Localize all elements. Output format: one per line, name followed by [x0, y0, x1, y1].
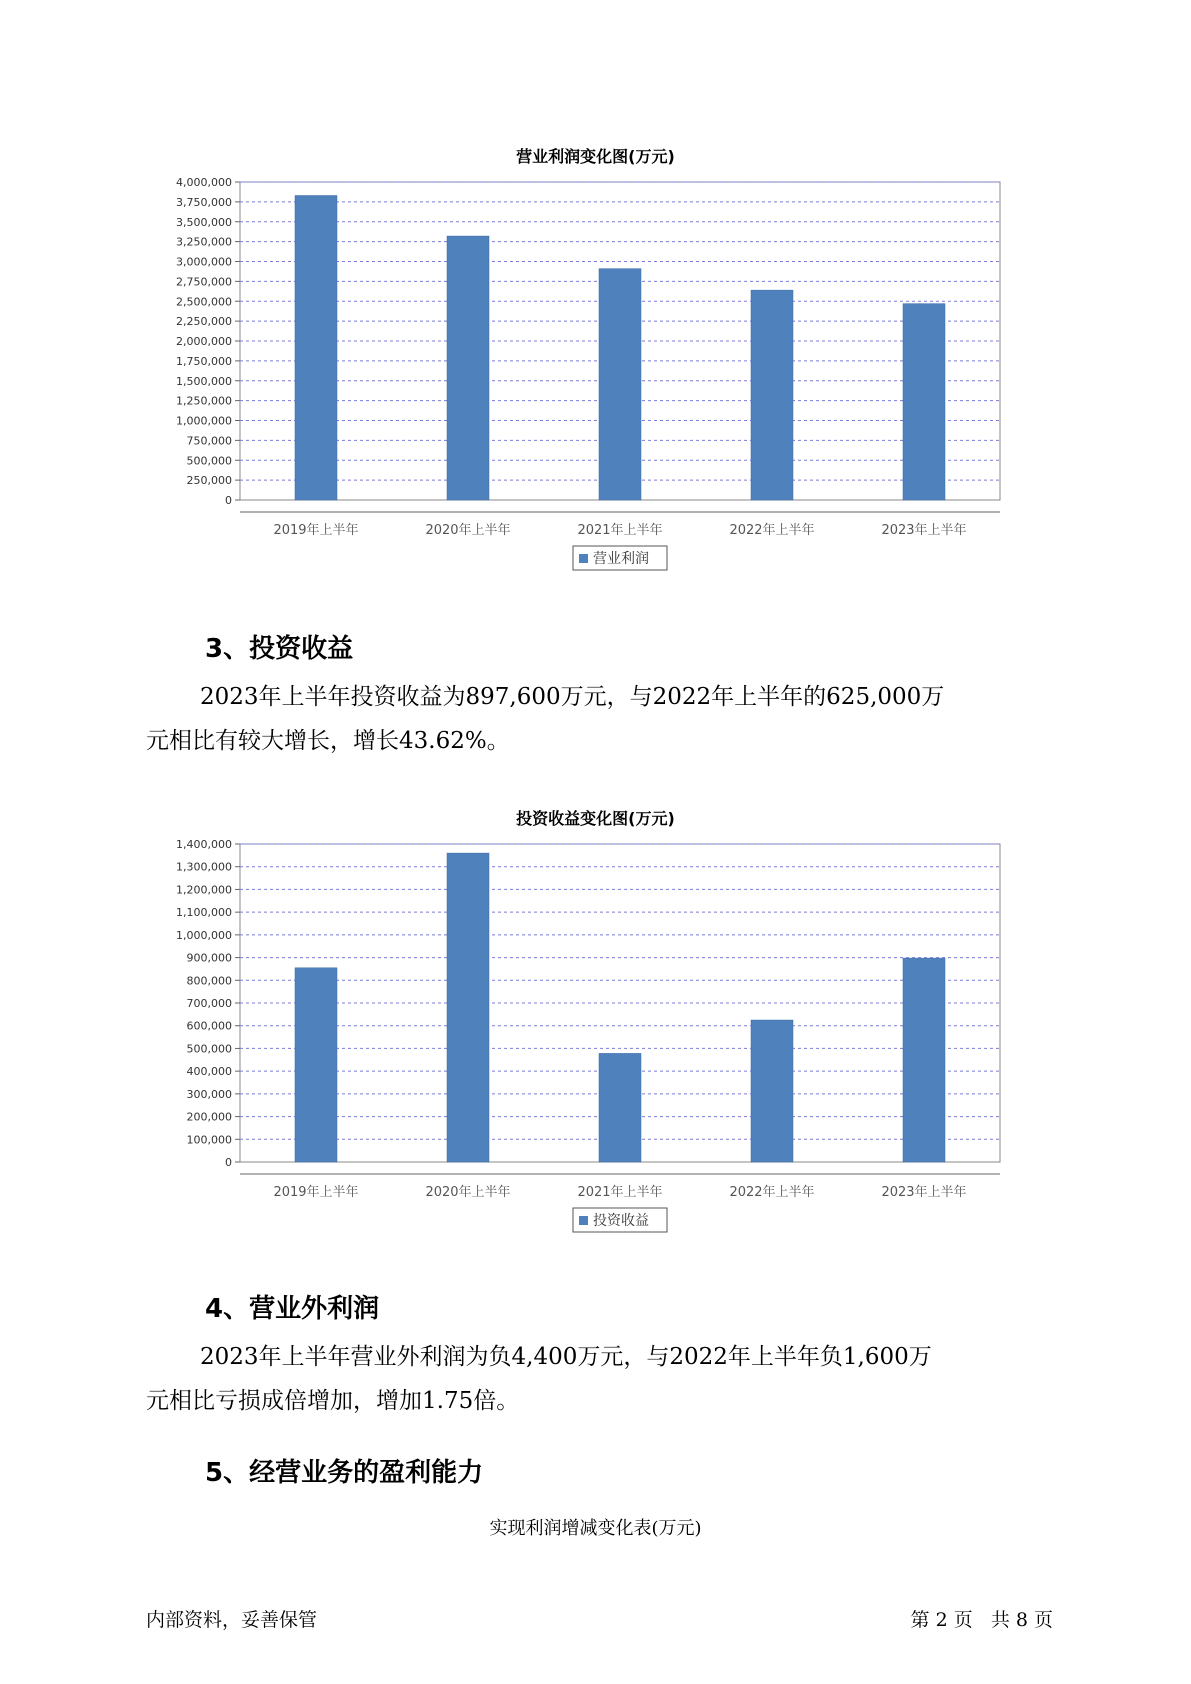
footer-confidential: 内部资料，妥善保管: [146, 1609, 318, 1631]
section-4-line-2: 元相比亏损成倍增加，增加1.75倍。: [146, 1387, 520, 1414]
y-tick-label: 3,750,000: [176, 195, 232, 209]
section-4-line-1: 2023年上半年营业外利润为负4,400万元，与2022年上半年负1,600万: [200, 1344, 932, 1370]
bar: [903, 304, 945, 500]
section-3-paragraph: [146, 676, 1046, 763]
y-tick-label: 2,750,000: [176, 275, 232, 289]
section-3-heading: 3、投资收益: [205, 634, 354, 664]
section-5-heading: 5、经营业务的盈利能力: [205, 1458, 484, 1488]
y-tick-label: 600,000: [186, 1019, 232, 1033]
section-4-paragraph: [146, 1336, 1046, 1423]
x-tick-label: 2023年上半年: [881, 1185, 967, 1200]
y-tick-label: 0: [225, 1156, 232, 1169]
y-tick-label: 1,200,000: [176, 883, 232, 897]
y-tick-label: 250,000: [186, 474, 232, 488]
legend-label: 营业利润: [593, 551, 649, 567]
y-tick-label: 100,000: [186, 1133, 232, 1147]
x-tick-label: 2022年上半年: [729, 523, 815, 538]
bar: [599, 1053, 641, 1162]
y-tick-label: 200,000: [186, 1110, 232, 1124]
x-tick-label: 2019年上半年: [273, 1185, 359, 1200]
bar: [447, 853, 489, 1162]
x-tick-label: 2019年上半年: [273, 523, 359, 538]
y-tick-label: 800,000: [186, 974, 232, 988]
bar: [751, 290, 793, 500]
y-tick-label: 2,000,000: [176, 335, 232, 348]
x-tick-label: 2023年上半年: [881, 523, 967, 538]
chart1-title: 营业利润变化图(万元): [516, 147, 675, 166]
y-tick-label: 1,000,000: [176, 928, 232, 942]
y-tick-label: 1,000,000: [176, 414, 232, 428]
y-tick-label: 2,250,000: [176, 315, 232, 329]
y-tick-label: 3,500,000: [176, 215, 232, 229]
y-tick-label: 0: [225, 494, 232, 507]
investment-income-chart: [150, 832, 1020, 1252]
section-4-heading: 4、营业外利润: [205, 1294, 380, 1324]
y-tick-label: 3,250,000: [176, 235, 232, 249]
y-tick-label: 700,000: [186, 997, 232, 1010]
legend-swatch: [579, 1216, 588, 1225]
operating-profit-chart: [150, 170, 1020, 590]
bar: [903, 958, 945, 1162]
y-tick-label: 2,500,000: [176, 295, 232, 309]
y-tick-label: 300,000: [186, 1087, 232, 1101]
legend-swatch: [579, 554, 588, 563]
section-3-line-2: 元相比有较大增长，增长43.62%。: [146, 727, 510, 754]
bar: [751, 1020, 793, 1162]
y-tick-label: 500,000: [186, 454, 232, 468]
y-tick-label: 3,000,000: [176, 255, 232, 269]
x-tick-label: 2020年上半年: [425, 523, 511, 538]
y-tick-label: 4,000,000: [176, 176, 232, 189]
y-tick-label: 500,000: [186, 1042, 232, 1056]
y-tick-label: 750,000: [186, 434, 232, 448]
legend-label: 投资收益: [593, 1213, 649, 1229]
y-tick-label: 1,400,000: [176, 838, 232, 851]
y-tick-label: 1,300,000: [176, 860, 232, 874]
x-tick-label: 2020年上半年: [425, 1185, 511, 1200]
chart2-title: 投资收益变化图(万元): [516, 809, 675, 828]
y-tick-label: 1,750,000: [176, 354, 232, 368]
y-tick-label: 400,000: [186, 1065, 232, 1079]
y-tick-label: 1,500,000: [176, 374, 232, 388]
table-caption: 实现利润增减变化表(万元): [489, 1518, 702, 1539]
bar: [447, 236, 489, 500]
x-tick-label: 2021年上半年: [577, 523, 663, 538]
bar: [295, 968, 337, 1162]
footer-page-number: 第 2 页 共 8 页: [910, 1609, 1053, 1631]
y-tick-label: 1,250,000: [176, 394, 232, 408]
x-tick-label: 2021年上半年: [577, 1185, 663, 1200]
bar: [599, 269, 641, 500]
x-tick-label: 2022年上半年: [729, 1185, 815, 1200]
bar: [295, 196, 337, 500]
section-3-line-1: 2023年上半年投资收益为897,600万元，与2022年上半年的625,000万: [200, 684, 945, 710]
y-tick-label: 900,000: [186, 951, 232, 965]
y-tick-label: 1,100,000: [176, 906, 232, 920]
